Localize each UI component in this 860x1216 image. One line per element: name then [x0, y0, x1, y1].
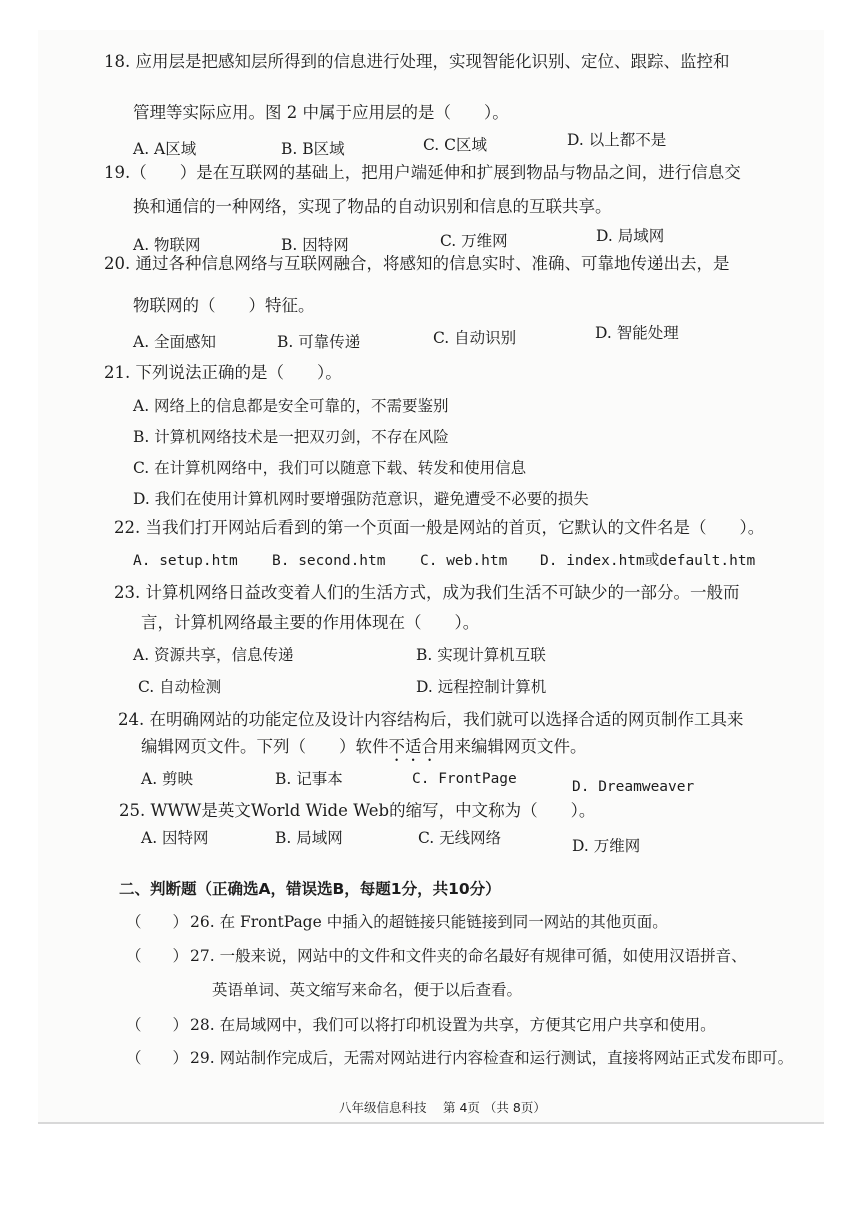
judge-29-line-1: 29. 网站制作完成后，无需对网站进行内容检查和运行测试，直接将网站正式发布即可。	[190, 1049, 794, 1067]
question-25-option-c: C. 无线网络	[418, 829, 502, 847]
question-24-line-2	[141, 737, 587, 765]
question-21-option-d: D. 我们在使用计算机网时要增强防范意识，避免遭受不必要的损失	[133, 490, 589, 508]
question-22-option-d: D. index.htm或default.htm	[540, 553, 756, 569]
question-21-option-a: A. 网络上的信息都是安全可靠的，不需要鉴别	[133, 397, 449, 415]
question-20-option-d: D. 智能处理	[595, 324, 679, 342]
question-21-line-1: 21. 下列说法正确的是（ ）。	[104, 363, 342, 382]
question-20-option-c: C. 自动识别	[433, 329, 517, 347]
footer-subject: 八年级信息科技	[339, 1100, 427, 1115]
question-19-option-a: A. 物联网	[133, 236, 201, 254]
question-23-line-1: 23. 计算机网络日益改变着人们的生活方式，成为我们生活不可缺少的一部分。一般而	[114, 583, 740, 602]
question-25-line-1: 25. WWW是英文World Wide Web的缩写，中文称为（ ）。	[119, 801, 596, 820]
question-18-line-1: 18. 应用层是把感知层所得到的信息进行处理，实现智能化识别、定位、跟踪、监控和	[104, 52, 730, 71]
question-24-line-2-end: 用来编辑网页文件。	[438, 737, 587, 756]
question-24-option-d: D. Dreamweaver	[572, 779, 695, 795]
question-19-option-c: C. 万维网	[440, 232, 508, 250]
question-18-option-c: C. C区域	[423, 136, 488, 154]
footer-page-number: 第 4页 （共 8页）	[443, 1100, 546, 1115]
question-23-option-c: C. 自动检测	[138, 678, 222, 696]
question-19-option-b: B. 因特网	[281, 236, 349, 254]
question-18-option-b: B. B区域	[281, 140, 345, 158]
question-24-emphasis: 不适合	[388, 737, 438, 756]
question-19-line-1: 19.（ ）是在互联网的基础上，把用户端延伸和扩展到物品与物品之间，进行信息交	[104, 163, 741, 182]
question-22-option-b: B. second.htm	[272, 553, 386, 569]
judge-27-line-2: 英语单词、英文缩写来命名，便于以后查看。	[212, 981, 523, 999]
question-20-line-1: 20. 通过各种信息网络与互联网融合，将感知的信息实时、准确、可靠地传递出去，是	[104, 254, 730, 273]
question-22-option-c: C. web.htm	[420, 553, 508, 569]
question-24-option-b: B. 记事本	[275, 770, 343, 788]
question-23-option-d: D. 远程控制计算机	[416, 678, 547, 696]
question-20-option-b: B. 可靠传递	[277, 333, 361, 351]
question-20-option-a: A. 全面感知	[133, 333, 217, 351]
question-25-option-b: B. 局域网	[275, 829, 343, 847]
question-25-option-d: D. 万维网	[572, 837, 641, 855]
question-24-option-a: A. 剪映	[141, 770, 194, 788]
question-23-option-a: A. 资源共享，信息传递	[133, 646, 294, 664]
question-24-line-1: 24. 在明确网站的功能定位及设计内容结构后，我们就可以选择合适的网页制作工具来	[118, 710, 744, 729]
question-22-option-a: A. setup.htm	[133, 553, 238, 569]
question-25-option-a: A. 因特网	[141, 829, 209, 847]
question-20-line-2: 物联网的（ ）特征。	[133, 296, 315, 315]
question-23-line-2: 言，计算机网络最主要的作用体现在（ ）。	[141, 613, 480, 632]
question-22-line-1: 22. 当我们打开网站后看到的第一个页面一般是网站的首页，它默认的文件名是（ ）。	[114, 518, 765, 537]
question-18-option-d: D. 以上都不是	[567, 131, 667, 149]
question-24-line-2-start: 编辑网页文件。下列（ ）软件	[141, 737, 389, 756]
question-21-option-b: B. 计算机网络技术是一把双刃剑，不存在风险	[133, 428, 449, 446]
judge-28-bracket: （ ）	[126, 1016, 189, 1034]
section-2-title: 二、判断题（正确选A，错误选B，每题1分，共10分）	[119, 880, 501, 898]
judge-27-bracket: （ ）	[126, 947, 189, 965]
judge-27-line-1: 27. 一般来说，网站中的文件和文件夹的命名最好有规律可循，如使用汉语拼音、	[190, 947, 747, 965]
question-18-line-2: 管理等实际应用。图 2 中属于应用层的是（ ）。	[133, 103, 509, 122]
judge-28-line-1: 28. 在局域网中，我们可以将打印机设置为共享，方便其它用户共享和使用。	[190, 1016, 716, 1034]
question-18-option-a: A. A区域	[133, 140, 197, 158]
judge-26-line-1: 26. 在 FrontPage 中插入的超链接只能链接到同一网站的其他页面。	[190, 913, 668, 931]
question-24-option-c: C. FrontPage	[412, 771, 517, 787]
judge-29-bracket: （ ）	[126, 1049, 189, 1067]
question-23-option-b: B. 实现计算机互联	[416, 646, 546, 664]
question-19-option-d: D. 局域网	[596, 227, 665, 245]
question-21-option-c: C. 在计算机网络中，我们可以随意下载、转发和使用信息	[133, 459, 527, 477]
question-19-line-2: 换和通信的一种网络，实现了物品的自动识别和信息的互联共享。	[133, 197, 612, 216]
judge-26-bracket: （ ）	[126, 913, 189, 931]
